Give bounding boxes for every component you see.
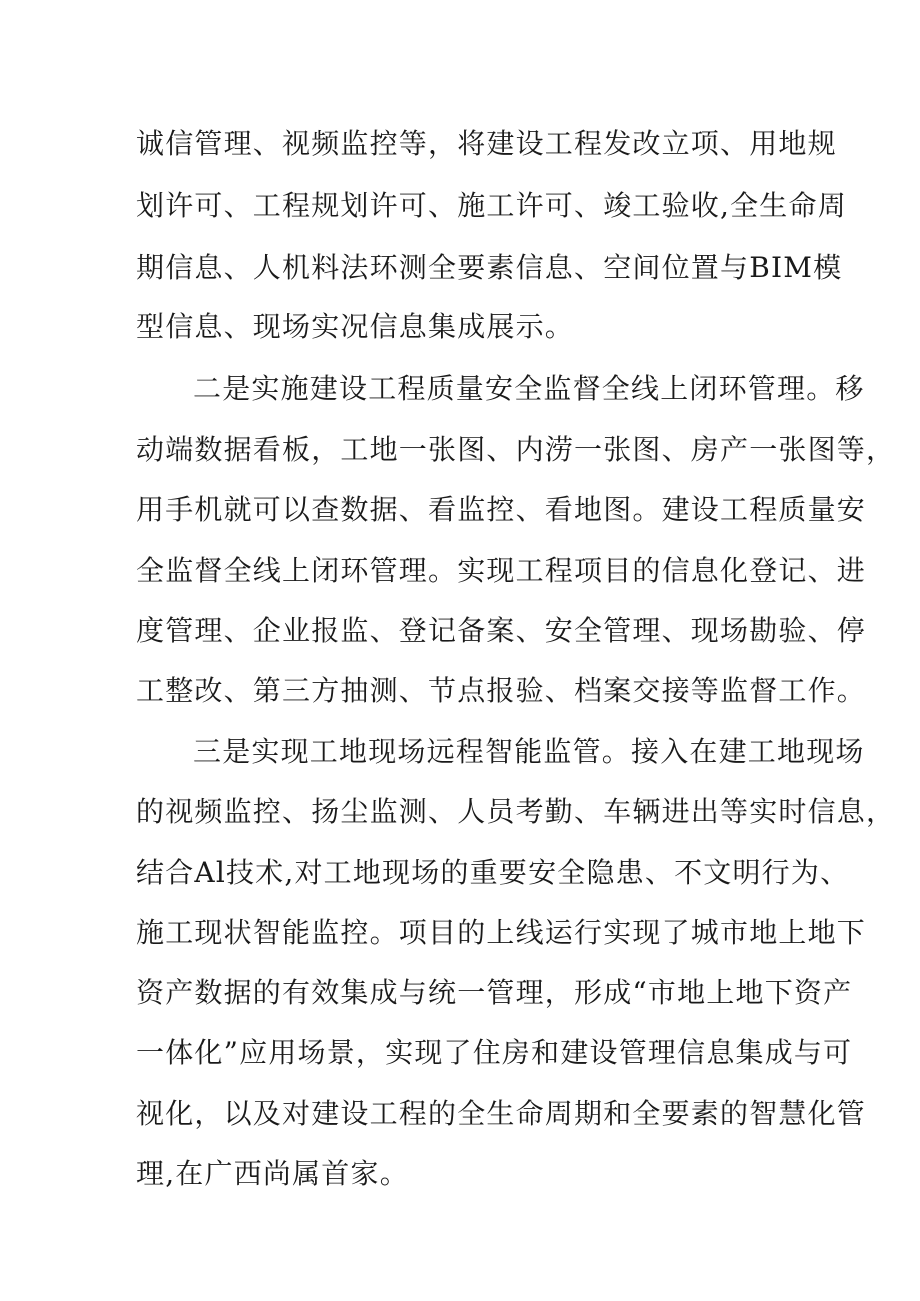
text-line-15: 资产数据的有效集成与统一管理，形成“市地上地下资产 [136,976,853,1009]
paragraph-3-first-line: 三是实现工地现场远程智能监管。接入在建工地现场 [193,735,865,768]
text-line-4: 型信息、现场实况信息集成展示。 [136,310,575,343]
text-line-6: 动端数据看板，工地一张图、内涝一张图、房产一张图等， [136,433,896,466]
text-line-14: 施工现状智能监控。项目的上线运行实现了城市地上地下 [136,916,867,949]
text-line-1: 诚信管理、视频监控等，将建设工程发改立项、用地规 [136,127,837,160]
text-line-13: 结合Al技术,对工地现场的重要安全隐患、不文明行为、 [136,856,850,889]
text-line-12: 的视频监控、扬尘监测、人员考勤、车辆进出等实时信息， [136,795,896,828]
text-line-10: 工整改、第三方抽测、节点报验、档案交接等监督工作。 [136,674,867,707]
text-line-18: 理,在广西尚属首家。 [136,1157,409,1190]
paragraph-2-first-line: 二是实施建设工程质量安全监督全线上闭环管理。移 [193,372,865,405]
text-line-16: 一体化”应用场景，实现了住房和建设管理信息集成与可 [136,1036,853,1069]
text-line-17: 视化，以及对建设工程的全生命周期和全要素的智慧化管 [136,1097,867,1130]
text-line-9: 度管理、企业报监、登记备案、安全管理、现场勘验、停 [136,614,867,647]
text-line-7: 用手机就可以查数据、看监控、看地图。建设工程质量安 [136,493,867,526]
text-line-2: 划许可、工程规划许可、施工许可、竣工验收,全生命周 [136,189,847,222]
text-line-3: 期信息、人机料法环测全要素信息、空间位置与BIM模 [136,251,843,284]
text-line-8: 全监督全线上闭环管理。实现工程项目的信息化登记、进 [136,554,867,587]
